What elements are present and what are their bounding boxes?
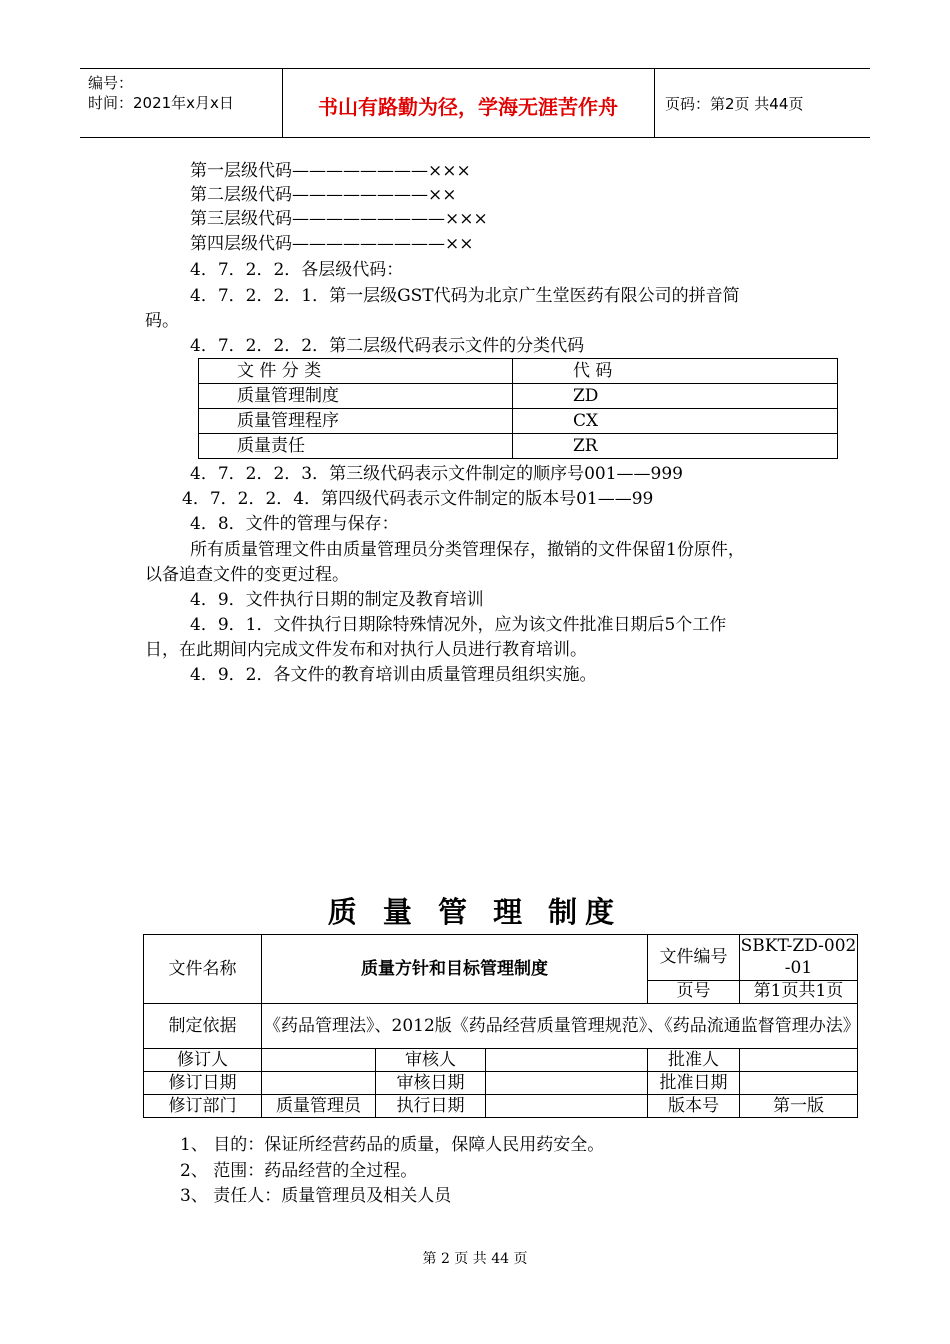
info-table (143, 934, 858, 1118)
file-name-label: 文件名称 (144, 935, 262, 1004)
table-cell: 质量管理程序 (199, 409, 513, 434)
section-491-line2: 日，在此期间内完成文件发布和对执行人员进行教育培训。 (145, 640, 587, 660)
reviser-label: 修订人 (144, 1049, 262, 1072)
table-row (144, 1095, 858, 1118)
file-name-value: 质量方针和目标管理制度 (262, 935, 648, 1004)
header-page-info: 页码：第2页 共44页 (665, 95, 804, 113)
code-level-3: 第三层级代码—————————××× (190, 209, 488, 229)
header-meta (88, 73, 234, 113)
table-row (199, 409, 838, 434)
section-47224: 4．7．2．2．4．第四级代码表示文件制定的版本号01——99 (182, 489, 654, 509)
table-row (144, 1004, 858, 1049)
approve-date-label: 批准日期 (648, 1072, 740, 1095)
list-item: 2、 范围：药品经营的全过程。 (180, 1161, 418, 1181)
reviser-value (262, 1049, 376, 1072)
table-cell: CX (513, 409, 838, 434)
list-item: 3、 责任人：质量管理员及相关人员 (180, 1186, 452, 1206)
file-no-value: SBKT-ZD-002-01 (740, 936, 857, 979)
approver-value (740, 1049, 858, 1072)
header-motto: 书山有路勤为径，学海无涯苦作舟 (318, 95, 618, 119)
code-table-header: 代 码 (513, 359, 838, 384)
code-level-1: 第一层级代码————————××× (190, 161, 471, 181)
table-cell: ZR (513, 434, 838, 459)
doc-title: 质 量 管 理 制度 (327, 895, 623, 929)
table-row (199, 384, 838, 409)
basis-label: 制定依据 (144, 1004, 262, 1049)
page-header (80, 68, 870, 138)
table-cell: 质量责任 (199, 434, 513, 459)
header-divider (654, 69, 655, 137)
section-49: 4．9．文件执行日期的制定及教育培训 (190, 590, 484, 610)
header-number: 编号： (88, 74, 134, 92)
reviewer-label: 审核人 (376, 1049, 486, 1072)
revise-date-label: 修订日期 (144, 1072, 262, 1095)
table-row (199, 434, 838, 459)
code-level-2: 第二层级代码————————×× (190, 185, 457, 205)
review-date-value (486, 1072, 648, 1095)
file-no-label: 文件编号 (648, 935, 740, 981)
code-level-4: 第四层级代码—————————×× (190, 234, 474, 254)
exec-date-label: 执行日期 (376, 1095, 486, 1118)
version-label: 版本号 (648, 1095, 740, 1118)
section-48-body2: 以备追查文件的变更过程。 (145, 565, 349, 585)
page-footer: 第 2 页 共 44 页 (422, 1251, 528, 1267)
revise-dept-label: 修订部门 (144, 1095, 262, 1118)
section-47223: 4．7．2．2．3．第三级代码表示文件制定的顺序号001——999 (190, 464, 683, 484)
section-47221-line2: 码。 (145, 311, 179, 331)
section-47222: 4．7．2．2．2．第二层级代码表示文件的分类代码 (190, 336, 585, 356)
section-48-body1: 所有质量管理文件由质量管理员分类管理保存，撤销的文件保留1份原件， (190, 540, 745, 560)
version-value: 第一版 (740, 1095, 858, 1118)
code-table-header: 文 件 分 类 (199, 359, 513, 384)
section-47221-heading: 4．7．2．2．各层级代码： (190, 260, 404, 280)
page-value: 第1页共1页 (740, 980, 858, 1003)
table-row (144, 1049, 858, 1072)
table-row (144, 935, 858, 981)
review-date-label: 审核日期 (376, 1072, 486, 1095)
section-492: 4．9．2．各文件的教育培训由质量管理员组织实施。 (190, 665, 597, 685)
table-row (144, 1072, 858, 1095)
page-label: 页号 (648, 980, 740, 1003)
revise-date-value (262, 1072, 376, 1095)
section-491-line1: 4．9．1．文件执行日期除特殊情况外，应为该文件批准日期后5个工作 (190, 615, 727, 635)
basis-value: 《药品管理法》、2012版《药品经营质量管理规范》、《药品流通监督管理办法》 (262, 1004, 858, 1049)
table-cell: 质量管理制度 (199, 384, 513, 409)
table-cell: ZD (513, 384, 838, 409)
header-time: 时间：2021年x月x日 (88, 94, 234, 112)
approve-date-value (740, 1072, 858, 1095)
section-47221-line1: 4．7．2．2．1．第一层级GST代码为北京广生堂医药有限公司的拼音简 (190, 286, 740, 306)
approver-label: 批准人 (648, 1049, 740, 1072)
table-row (199, 359, 838, 384)
code-table (198, 358, 838, 459)
revise-dept-value: 质量管理员 (262, 1095, 376, 1118)
exec-date-value (486, 1095, 648, 1118)
reviewer-value (486, 1049, 648, 1072)
section-48: 4．8．文件的管理与保存： (190, 514, 399, 534)
list-item: 1、 目的：保证所经营药品的质量，保障人民用药安全。 (180, 1135, 605, 1155)
